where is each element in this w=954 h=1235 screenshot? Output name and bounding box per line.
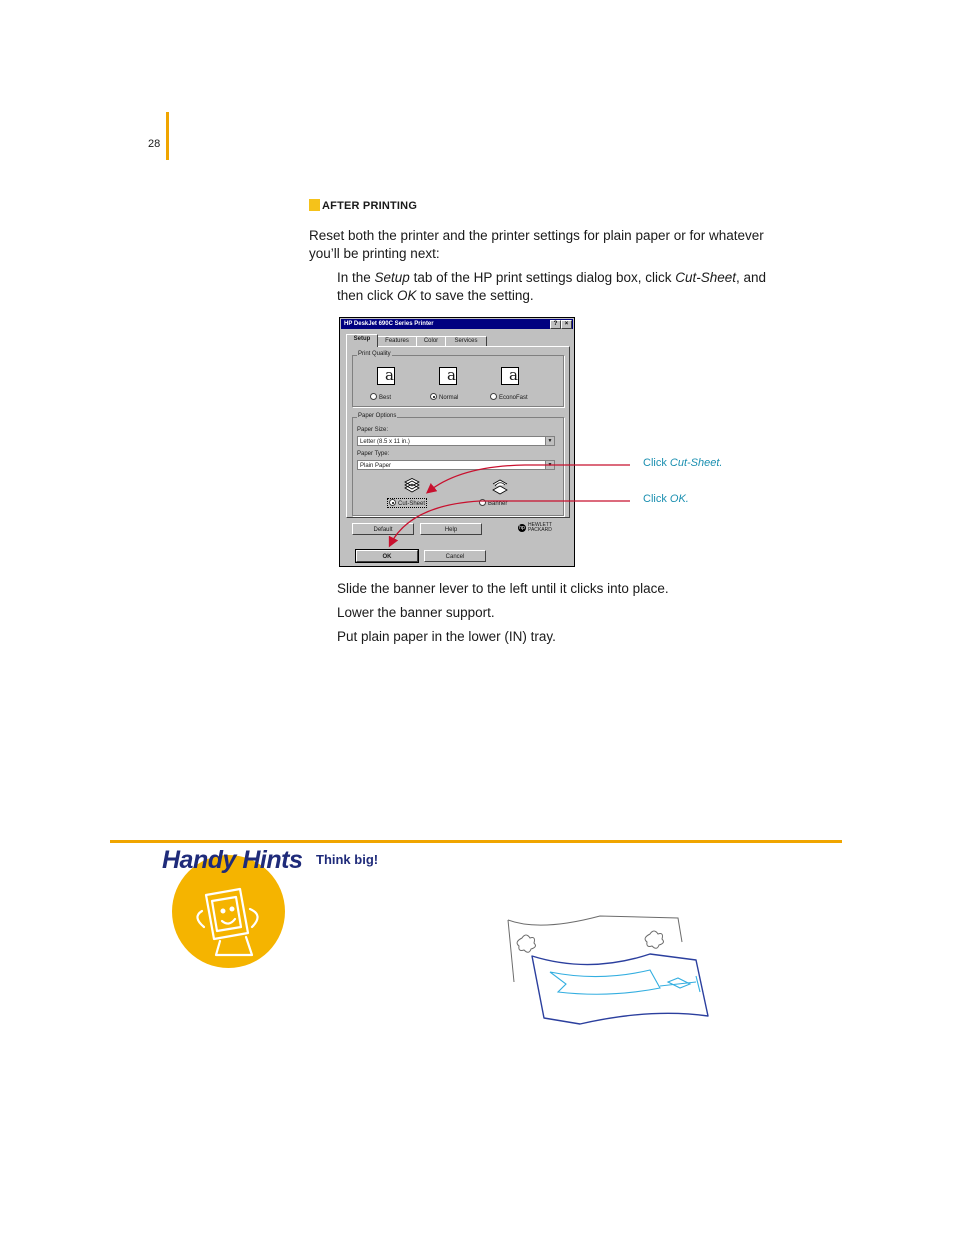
radio-banner[interactable]: Banner [479, 499, 507, 507]
callout-cut-sheet: Click Cut-Sheet. [643, 457, 723, 469]
cut-sheet-arrow [428, 465, 630, 492]
dialog-title: HP DeskJet 690C Series Printer [344, 321, 434, 327]
paper-size-label: Paper Size: [357, 427, 389, 433]
paper-options-label: Paper Options [358, 413, 397, 419]
help-button[interactable]: Help [420, 523, 482, 535]
tab-color[interactable]: Color [416, 336, 446, 346]
default-button[interactable]: Default [352, 523, 414, 535]
hint-title: Handy Hints [162, 846, 303, 874]
section-heading-text: AFTER PRINTING [322, 200, 418, 212]
step-4: Put plain paper in the lower (IN) tray. [337, 629, 556, 644]
hint-subtitle: Think big! [316, 852, 379, 867]
help-icon[interactable]: ? [550, 320, 561, 329]
hp-logo: hp HEWLETT PACKARD [519, 522, 552, 533]
step-2: Slide the banner lever to the left until it clicks into place. [337, 581, 669, 596]
paper-size-select[interactable]: Letter (8.5 x 11 in.) ▼ [357, 436, 555, 446]
radio-econofast[interactable]: EconoFast [490, 393, 528, 401]
quality-best-icon: a [377, 367, 395, 385]
tab-features[interactable]: Features [377, 336, 417, 346]
close-icon[interactable]: × [561, 320, 572, 329]
hint-divider [110, 840, 842, 843]
ok-button[interactable]: OK [356, 550, 418, 562]
radio-best[interactable]: Best [370, 393, 391, 401]
quality-normal-icon: a [439, 367, 457, 385]
chevron-down-icon: ▼ [545, 437, 554, 445]
radio-normal[interactable]: Normal [430, 393, 458, 401]
tab-setup[interactable]: Setup [346, 334, 378, 347]
radio-cut-sheet[interactable]: Cut-Sheet [387, 498, 427, 508]
quality-econofast-icon: a [501, 367, 519, 385]
tab-services[interactable]: Services [445, 336, 487, 346]
ok-arrow [390, 501, 630, 545]
step-1: In the Setup tab of the HP print settings dialog box, click Cut-Sheet, and then click OK to save the setting. [337, 270, 767, 303]
page-number: 28 [148, 138, 161, 150]
paper-type-select[interactable]: Plain Paper ▼ [357, 460, 555, 470]
banner-illustration [500, 912, 715, 1030]
cancel-button[interactable]: Cancel [424, 550, 486, 562]
intro-paragraph: Reset both the printer and the printer settings for plain paper or for whatever you’ll be printing next: [309, 228, 764, 261]
step-3: Lower the banner support. [337, 605, 495, 620]
print-quality-label: Print Quality [358, 351, 391, 357]
paper-type-label: Paper Type: [357, 451, 390, 457]
chevron-down-icon: ▼ [545, 461, 554, 469]
callout-ok: Click OK. [643, 493, 689, 505]
